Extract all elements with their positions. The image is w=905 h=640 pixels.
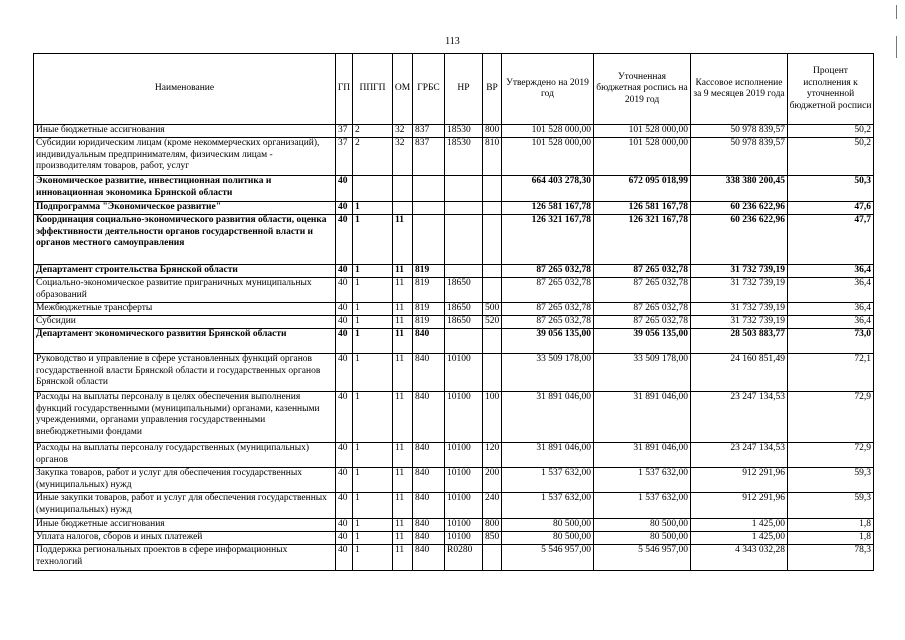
cell-percent: 1,8 xyxy=(788,519,874,532)
cell-cash: 23 247 134,53 xyxy=(691,443,788,468)
cell-cash: 60 236 622,96 xyxy=(691,215,788,265)
cell-percent: 78,3 xyxy=(788,545,874,571)
cell-gp: 37 xyxy=(336,138,353,176)
cell-grbs: 840 xyxy=(413,545,445,571)
cell-grbs: 837 xyxy=(413,138,445,176)
cell-approved: 101 528 000,00 xyxy=(502,138,594,176)
cell-approved: 80 500,00 xyxy=(502,519,594,532)
cell-cash: 31 732 739,19 xyxy=(691,278,788,303)
cell-vr: 240 xyxy=(483,493,502,519)
cell-np xyxy=(445,329,483,354)
cell-approved: 87 265 032,78 xyxy=(502,316,594,329)
cell-approved: 1 537 632,00 xyxy=(502,468,594,493)
table-row xyxy=(34,176,874,202)
header-cash: Кассовое исполнение за 9 месяцев 2019 года xyxy=(691,54,788,125)
table-row xyxy=(34,532,874,545)
cell-refined: 31 891 046,00 xyxy=(594,392,691,443)
cell-grbs: 819 xyxy=(413,278,445,303)
header-grbs: ГРБС xyxy=(413,54,445,125)
cell-vr xyxy=(483,545,502,571)
cell-cash: 31 732 739,19 xyxy=(691,303,788,316)
cell-om: 11 xyxy=(393,278,413,303)
cell-np: 18650 xyxy=(445,303,483,316)
cell-name: Департамент экономического развития Брянской области xyxy=(34,329,336,354)
header-percent: Процент исполнения к уточненной бюджетной росписи xyxy=(788,54,874,125)
cell-percent: 36,4 xyxy=(788,278,874,303)
cell-vr xyxy=(483,329,502,354)
cell-percent: 36,4 xyxy=(788,303,874,316)
cell-percent: 1,8 xyxy=(788,532,874,545)
cell-name: Расходы на выплаты персоналу государственных (муниципальных) органов xyxy=(34,443,336,468)
cell-om: 11 xyxy=(393,468,413,493)
cell-approved: 87 265 032,78 xyxy=(502,303,594,316)
header-refined: Уточненная бюджетная роспись на 2019 год xyxy=(594,54,691,125)
cell-gp: 37 xyxy=(336,125,353,138)
cell-gp: 40 xyxy=(336,202,353,215)
cell-vr: 800 xyxy=(483,519,502,532)
cell-grbs: 819 xyxy=(413,265,445,278)
cell-percent: 36,4 xyxy=(788,265,874,278)
cell-grbs xyxy=(413,202,445,215)
cell-gp: 40 xyxy=(336,329,353,354)
cell-om xyxy=(393,202,413,215)
cell-percent: 59,3 xyxy=(788,468,874,493)
cell-percent: 36,4 xyxy=(788,316,874,329)
cell-name: Подпрограмма "Экономическое развитие" xyxy=(34,202,336,215)
cell-ppgp: 1 xyxy=(353,468,393,493)
cell-name: Расходы на выплаты персоналу в целях обеспечения выполнения функций государственными (муниципальными) органами, казенными учреждениями, органами управления государственными внебюджетными фондами xyxy=(34,392,336,443)
cell-cash: 24 160 851,49 xyxy=(691,354,788,392)
cell-ppgp: 1 xyxy=(353,202,393,215)
cell-grbs: 840 xyxy=(413,443,445,468)
table-row xyxy=(34,316,874,329)
cell-gp: 40 xyxy=(336,316,353,329)
cell-percent: 73,0 xyxy=(788,329,874,354)
cell-om: 11 xyxy=(393,329,413,354)
cell-percent: 72,1 xyxy=(788,354,874,392)
cell-cash: 4 343 032,28 xyxy=(691,545,788,571)
cell-name: Межбюджетные трансферты xyxy=(34,303,336,316)
cell-grbs: 819 xyxy=(413,303,445,316)
cell-approved: 87 265 032,78 xyxy=(502,265,594,278)
cell-refined: 80 500,00 xyxy=(594,532,691,545)
cell-np xyxy=(445,202,483,215)
cell-om: 11 xyxy=(393,316,413,329)
header-vr: ВР xyxy=(483,54,502,125)
cell-percent: 72,9 xyxy=(788,443,874,468)
cell-name: Иные закупки товаров, работ и услуг для обеспечения государственных (муниципальных) нужд xyxy=(34,493,336,519)
page-number: 113 xyxy=(445,36,460,47)
cell-om: 11 xyxy=(393,519,413,532)
cell-om: 11 xyxy=(393,545,413,571)
cell-gp: 40 xyxy=(336,443,353,468)
cell-grbs xyxy=(413,215,445,265)
cell-refined: 87 265 032,78 xyxy=(594,278,691,303)
cell-gp: 40 xyxy=(336,532,353,545)
cell-vr: 120 xyxy=(483,443,502,468)
cell-refined: 672 095 018,99 xyxy=(594,176,691,202)
cell-gp: 40 xyxy=(336,278,353,303)
budget-table xyxy=(33,53,874,571)
table-row xyxy=(34,392,874,443)
cell-ppgp: 1 xyxy=(353,265,393,278)
cell-name: Закупка товаров, работ и услуг для обеспечения государственных (муниципальных) нужд xyxy=(34,468,336,493)
cell-approved: 39 056 135,00 xyxy=(502,329,594,354)
cell-np: 18650 xyxy=(445,278,483,303)
cell-ppgp: 1 xyxy=(353,493,393,519)
cell-np: 10100 xyxy=(445,468,483,493)
cell-refined: 5 546 957,00 xyxy=(594,545,691,571)
table-row xyxy=(34,138,874,176)
cell-np xyxy=(445,215,483,265)
cell-vr xyxy=(483,265,502,278)
header-gp: ГП xyxy=(336,54,353,125)
cell-om: 11 xyxy=(393,303,413,316)
cell-cash: 50 978 839,57 xyxy=(691,138,788,176)
cell-percent: 50,2 xyxy=(788,125,874,138)
cell-np xyxy=(445,265,483,278)
cell-grbs: 840 xyxy=(413,392,445,443)
table-body xyxy=(34,125,874,571)
cell-vr xyxy=(483,215,502,265)
header-row xyxy=(34,54,874,125)
table-row xyxy=(34,443,874,468)
cell-approved: 80 500,00 xyxy=(502,532,594,545)
cell-refined: 1 537 632,00 xyxy=(594,468,691,493)
cell-om: 32 xyxy=(393,138,413,176)
cell-np: 10100 xyxy=(445,392,483,443)
cell-approved: 664 403 278,30 xyxy=(502,176,594,202)
cell-percent: 47,6 xyxy=(788,202,874,215)
cell-name: Поддержка региональных проектов в сфере информационных технологий xyxy=(34,545,336,571)
cell-name: Субсидии юридическим лицам (кроме некоммерческих организаций), индивидуальным предпринимателям, физическим лицам - производителям товаров, работ, услуг xyxy=(34,138,336,176)
cell-ppgp xyxy=(353,176,393,202)
cell-np: 18650 xyxy=(445,316,483,329)
cell-grbs: 840 xyxy=(413,532,445,545)
cell-gp: 40 xyxy=(336,176,353,202)
table-row xyxy=(34,519,874,532)
cell-refined: 87 265 032,78 xyxy=(594,316,691,329)
cell-approved: 87 265 032,78 xyxy=(502,278,594,303)
cell-ppgp: 1 xyxy=(353,354,393,392)
table-row xyxy=(34,545,874,571)
cell-approved: 101 528 000,00 xyxy=(502,125,594,138)
cell-refined: 87 265 032,78 xyxy=(594,265,691,278)
cell-vr xyxy=(483,202,502,215)
cell-ppgp: 1 xyxy=(353,392,393,443)
cell-refined: 126 321 167,78 xyxy=(594,215,691,265)
cell-ppgp: 1 xyxy=(353,329,393,354)
cell-percent: 50,2 xyxy=(788,138,874,176)
table-row xyxy=(34,202,874,215)
cell-approved: 5 546 957,00 xyxy=(502,545,594,571)
cell-gp: 40 xyxy=(336,392,353,443)
cell-vr: 810 xyxy=(483,138,502,176)
cell-gp: 40 xyxy=(336,519,353,532)
cell-approved: 31 891 046,00 xyxy=(502,443,594,468)
cell-grbs: 837 xyxy=(413,125,445,138)
table-row xyxy=(34,125,874,138)
table-row xyxy=(34,329,874,354)
cell-om: 11 xyxy=(393,265,413,278)
table-row xyxy=(34,354,874,392)
cell-cash: 912 291,96 xyxy=(691,493,788,519)
cell-om: 11 xyxy=(393,215,413,265)
cell-cash: 31 732 739,19 xyxy=(691,316,788,329)
cell-ppgp: 1 xyxy=(353,532,393,545)
cell-refined: 87 265 032,78 xyxy=(594,303,691,316)
cell-ppgp: 1 xyxy=(353,278,393,303)
cell-om: 11 xyxy=(393,392,413,443)
cell-name: Координация социально-экономического развития области, оценка эффективности деятельности органов государственной власти и органов местного самоуправления xyxy=(34,215,336,265)
cell-name: Субсидии xyxy=(34,316,336,329)
cell-name: Уплата налогов, сборов и иных платежей xyxy=(34,532,336,545)
table-row xyxy=(34,265,874,278)
cell-grbs: 840 xyxy=(413,519,445,532)
cell-om: 11 xyxy=(393,532,413,545)
cell-percent: 72,9 xyxy=(788,392,874,443)
cell-approved: 126 581 167,78 xyxy=(502,202,594,215)
cell-vr: 500 xyxy=(483,303,502,316)
cell-np: 10100 xyxy=(445,532,483,545)
cell-cash: 23 247 134,53 xyxy=(691,392,788,443)
cell-cash: 338 380 200,45 xyxy=(691,176,788,202)
cell-np: 18530 xyxy=(445,138,483,176)
cell-approved: 31 891 046,00 xyxy=(502,392,594,443)
cell-np: 18530 xyxy=(445,125,483,138)
cell-approved: 126 321 167,78 xyxy=(502,215,594,265)
cell-vr: 100 xyxy=(483,392,502,443)
cell-vr: 800 xyxy=(483,125,502,138)
header-ppgp: ППГП xyxy=(353,54,393,125)
cell-name: Иные бюджетные ассигнования xyxy=(34,125,336,138)
cell-grbs: 819 xyxy=(413,316,445,329)
cell-vr: 850 xyxy=(483,532,502,545)
cell-ppgp: 2 xyxy=(353,125,393,138)
cell-vr xyxy=(483,354,502,392)
cell-om xyxy=(393,176,413,202)
table-row xyxy=(34,215,874,265)
cell-cash: 1 425,00 xyxy=(691,519,788,532)
cell-grbs: 840 xyxy=(413,468,445,493)
cell-gp: 40 xyxy=(336,265,353,278)
cell-cash: 50 978 839,57 xyxy=(691,125,788,138)
cell-approved: 33 509 178,00 xyxy=(502,354,594,392)
cell-np xyxy=(445,176,483,202)
cell-refined: 80 500,00 xyxy=(594,519,691,532)
cell-cash: 912 291,96 xyxy=(691,468,788,493)
table-row xyxy=(34,468,874,493)
cell-refined: 126 581 167,78 xyxy=(594,202,691,215)
header-approved: Утверждено на 2019 год xyxy=(502,54,594,125)
cell-grbs: 840 xyxy=(413,329,445,354)
cell-ppgp: 1 xyxy=(353,303,393,316)
header-name: Наименование xyxy=(34,54,336,125)
cell-refined: 1 537 632,00 xyxy=(594,493,691,519)
cell-grbs: 840 xyxy=(413,354,445,392)
cell-name: Социально-экономическое развитие приграничных муниципальных образований xyxy=(34,278,336,303)
header-np: НР xyxy=(445,54,483,125)
cell-gp: 40 xyxy=(336,215,353,265)
cell-approved: 1 537 632,00 xyxy=(502,493,594,519)
cell-ppgp: 1 xyxy=(353,519,393,532)
table-row xyxy=(34,303,874,316)
cell-vr: 520 xyxy=(483,316,502,329)
cell-gp: 40 xyxy=(336,545,353,571)
cell-om: 11 xyxy=(393,354,413,392)
cell-cash: 1 425,00 xyxy=(691,532,788,545)
cell-cash: 60 236 622,96 xyxy=(691,202,788,215)
header-om: ОМ xyxy=(393,54,413,125)
cell-refined: 101 528 000,00 xyxy=(594,125,691,138)
table-row xyxy=(34,278,874,303)
cell-refined: 31 891 046,00 xyxy=(594,443,691,468)
edge-mark xyxy=(896,5,897,19)
cell-vr xyxy=(483,176,502,202)
cell-name: Иные бюджетные ассигнования xyxy=(34,519,336,532)
cell-gp: 40 xyxy=(336,468,353,493)
edge-mark xyxy=(896,36,897,58)
cell-grbs: 840 xyxy=(413,493,445,519)
cell-percent: 59,3 xyxy=(788,493,874,519)
cell-ppgp: 2 xyxy=(353,138,393,176)
cell-cash: 28 503 883,77 xyxy=(691,329,788,354)
cell-name: Департамент строительства Брянской области xyxy=(34,265,336,278)
cell-om: 11 xyxy=(393,443,413,468)
cell-name: Руководство и управление в сфере установленных функций органов государственной власти Брянской области и государственных органов Брянской области xyxy=(34,354,336,392)
cell-refined: 101 528 000,00 xyxy=(594,138,691,176)
table-row xyxy=(34,493,874,519)
cell-ppgp: 1 xyxy=(353,316,393,329)
cell-om: 11 xyxy=(393,493,413,519)
cell-vr xyxy=(483,278,502,303)
cell-ppgp: 1 xyxy=(353,545,393,571)
cell-refined: 39 056 135,00 xyxy=(594,329,691,354)
cell-np: 10100 xyxy=(445,354,483,392)
cell-np: R0280 xyxy=(445,545,483,571)
cell-grbs xyxy=(413,176,445,202)
cell-percent: 47,7 xyxy=(788,215,874,265)
cell-np: 10100 xyxy=(445,519,483,532)
cell-refined: 33 509 178,00 xyxy=(594,354,691,392)
cell-ppgp: 1 xyxy=(353,443,393,468)
cell-gp: 40 xyxy=(336,493,353,519)
cell-name: Экономическое развитие, инвестиционная политика и инновационная экономика Брянской области xyxy=(34,176,336,202)
cell-np: 10100 xyxy=(445,493,483,519)
cell-gp: 40 xyxy=(336,354,353,392)
cell-ppgp: 1 xyxy=(353,215,393,265)
cell-cash: 31 732 739,19 xyxy=(691,265,788,278)
cell-percent: 50,3 xyxy=(788,176,874,202)
cell-om: 32 xyxy=(393,125,413,138)
cell-gp: 40 xyxy=(336,303,353,316)
cell-vr: 200 xyxy=(483,468,502,493)
cell-np: 10100 xyxy=(445,443,483,468)
